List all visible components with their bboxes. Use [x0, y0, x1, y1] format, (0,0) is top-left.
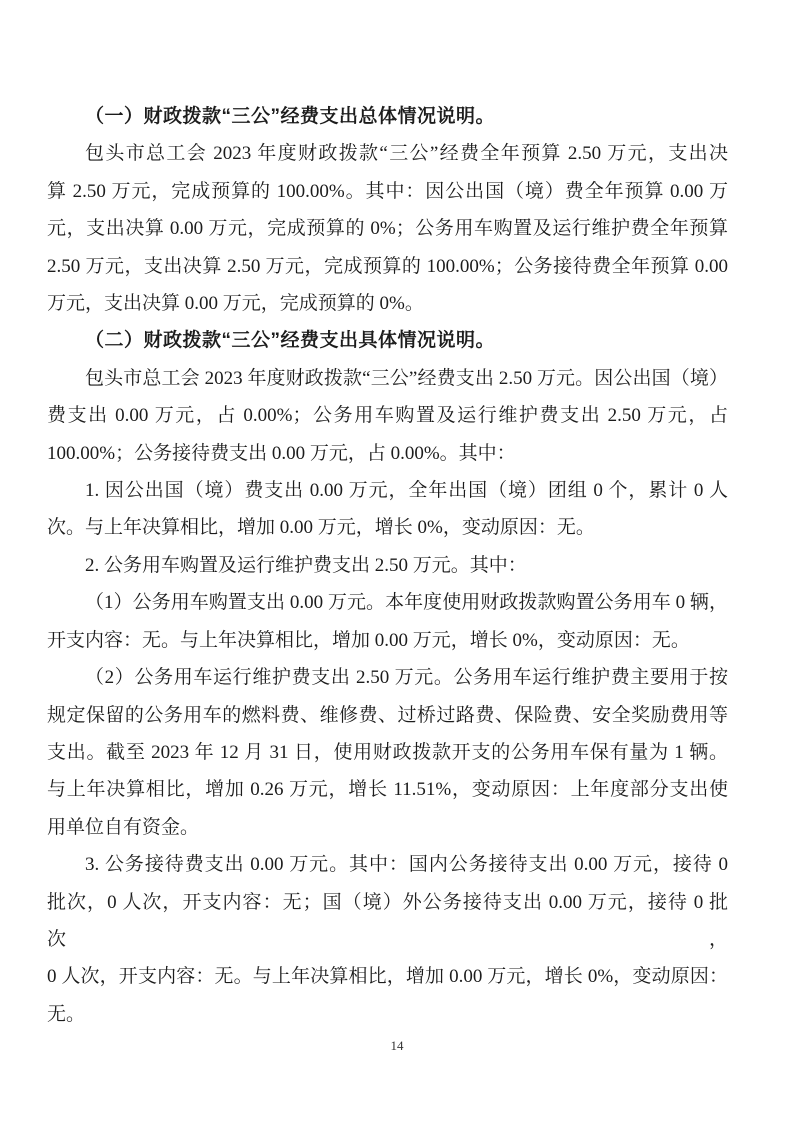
- paragraph: [47, 360, 728, 472]
- document-content: [47, 98, 728, 1033]
- text-line: 元，支出决算 0.00 万元，完成预算的 0%；公务用车购置及运行维护费全年预算: [47, 218, 728, 240]
- text-line: 0 人次，开支内容：无。与上年决算相比，增加 0.00 万元，增长 0%，变动原因：: [47, 966, 728, 988]
- section-heading: （一）财政拨款“三公”经费支出总体情况说明。: [85, 106, 496, 127]
- text-line: 规定保留的公务用车的燃料费、维修费、过桥过路费、保险费、安全奖励费用等: [47, 704, 728, 726]
- text-line: 用单位自有资金。: [47, 816, 200, 838]
- paragraph: [47, 472, 728, 547]
- text-line: 1. 因公出国（境）费支出 0.00 万元，全年出国（境）团组 0 个，累计 0 人: [85, 480, 728, 502]
- text-line: 100.00%；公务接待费支出 0.00 万元，占 0.00%。其中：: [47, 442, 516, 464]
- text-line: 2.50 万元，支出决算 2.50 万元，完成预算的 100.00%；公务接待费全年预算 0.00: [47, 255, 728, 277]
- text-line: 包头市总工会 2023 年度财政拨款“三公”经费全年预算 2.50 万元，支出决: [85, 143, 728, 165]
- text-line: 次。与上年决算相比，增加 0.00 万元，增长 0%，变动原因：无。: [47, 517, 595, 539]
- section-heading: （二）财政拨款“三公”经费支出具体情况说明。: [85, 330, 496, 352]
- text-line: 与上年决算相比，增加 0.26 万元，增长 11.51%，变动原因：上年度部分支出使: [47, 779, 728, 801]
- text-line: 费支出 0.00 万元，占 0.00%；公务用车购置及运行维护费支出 2.50 万元，占: [47, 405, 728, 427]
- paragraph: [47, 547, 728, 584]
- paragraph: [47, 135, 728, 322]
- text-line: 开支内容：无。与上年决算相比，增加 0.00 万元，增长 0%，变动原因：无。: [47, 629, 690, 651]
- text-line: 无。: [47, 1003, 86, 1025]
- paragraph: [47, 846, 728, 1033]
- text-line: 3. 公务接待费支出 0.00 万元。其中：国内公务接待支出 0.00 万元，接待 0: [85, 854, 728, 876]
- text-line: （1）公务用车购置支出 0.00 万元。本年度使用财政拨款购置公务用车 0 辆，: [85, 592, 728, 614]
- text-line: 算 2.50 万元，完成预算的 100.00%。其中：因公出国（境）费全年预算 0.00 万: [47, 180, 728, 202]
- text-line: （2）公务用车运行维护费支出 2.50 万元。公务用车运行维护费主要用于按: [85, 667, 728, 689]
- text-line: 批次，0 人次，开支内容：无；国（境）外公务接待支出 0.00 万元，接待 0 批次，: [47, 891, 728, 950]
- text-line: 2. 公务用车购置及运行维护费支出 2.50 万元。其中：: [85, 554, 527, 576]
- paragraph: [47, 659, 728, 846]
- text-line: 万元，支出决算 0.00 万元，完成预算的 0%。: [47, 293, 424, 315]
- text-line: 包头市总工会 2023 年度财政拨款“三公”经费支出 2.50 万元。因公出国（境）: [85, 367, 728, 389]
- paragraph: [47, 584, 728, 659]
- text-line: 支出。截至 2023 年 12 月 31 日，使用财政拨款开支的公务用车保有量为 1 辆。: [47, 741, 728, 763]
- page-number: 14: [390, 1038, 404, 1053]
